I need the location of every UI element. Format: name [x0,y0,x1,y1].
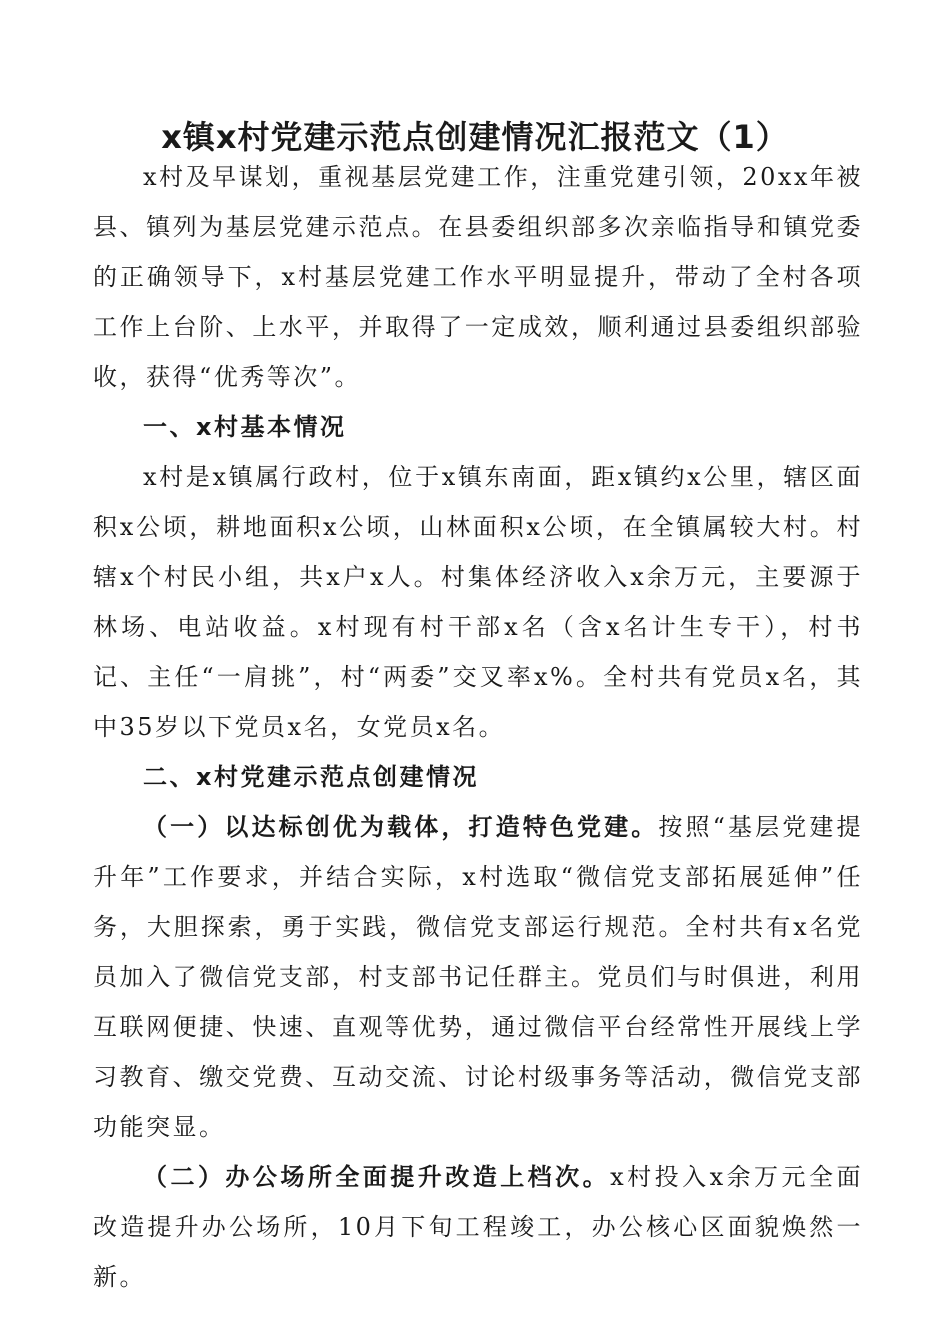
item2-lead: （二）办公场所全面提升改造上档次。 [143,1163,611,1191]
item2-text: x村投入x余万元全面改造提升办公场所，10月下旬工程竣工，办公核心区面貌焕然一新。 [93,1163,863,1291]
basic-info-paragraph: x村是x镇属行政村，位于x镇东南面，距x镇约x公里，辖区面积x公顷，耕地面积x公顷，山林面积x公顷，在全镇属较大村。村辖x个村民小组，共x户x人。村集体经济收入x余万元，主要源于林场、电站收益。x村现有村干部x名（含x名计生专干），村书记、主任“一肩挑”，村“两委”交叉率x%。全村共有党员x名，其中35岁以下党员x名，女党员x名。 [93,463,863,741]
item1-lead: （一）以达标创优为载体，打造特色党建。 [143,813,659,841]
intro-paragraph: x村及早谋划，重视基层党建工作，注重党建引领，20xx年被县、镇列为基层党建示范点。在县委组织部多次亲临指导和镇党委的正确领导下，x村基层党建工作水平明显提升，带动了全村各项工作上台阶、上水平，并取得了一定成效，顺利通过县委组织部验收，获得“优秀等次”。 [93,163,863,391]
document-title: x镇x村党建示范点创建情况汇报范文（1） [161,118,789,156]
item2-paragraph [93,1152,863,1302]
section-heading-demo-creation: 二、x村党建示范点创建情况 [143,763,479,791]
item1-paragraph [93,802,863,1152]
item1-text: 按照“基层党建提升年”工作要求，并结合实际，x村选取“微信党支部拓展延伸”任务，大胆探索，勇于实践，微信党支部运行规范。全村共有x名党员加入了微信党支部，村支部书记任群主。党员们与时俱进，利用互联网便捷、快速、直观等优势，通过微信平台经常性开展线上学习教育、缴交党费、互动交流、讨论村级事务等活动，微信党支部功能突显。 [93,813,863,1141]
document-body [93,152,863,1302]
section-heading-basic-info: 一、x村基本情况 [143,413,347,441]
